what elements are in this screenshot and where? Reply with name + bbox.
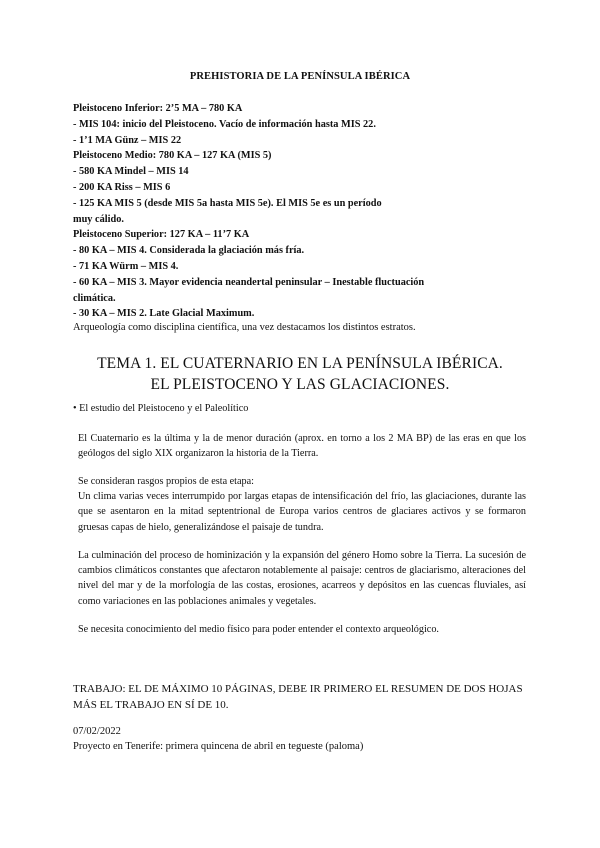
period-line: - MIS 104: inicio del Pleistoceno. Vacío de información hasta MIS 22. [73,118,376,130]
tema-heading: TEMA 1. EL CUATERNARIO EN LA PENÍNSULA IBÉRICA. EL PLEISTOCENO Y LAS GLACIACIONES. [97,355,503,393]
period-line: Pleistoceno Superior: 127 KA – 11’7 KA [73,229,250,241]
proyecto-text: Proyecto en Tenerife: primera quincena de abril en tegueste (paloma) [73,741,364,752]
bullet-item: • El estudio del Pleistoceno y el Paleolítico [73,403,249,414]
period-line: Pleistoceno Inferior: 2’5 MA – 780 KA [73,103,243,114]
period-line: Pleistoceno Medio: 780 KA – 127 KA (MIS 5) [73,150,272,162]
date-text: 07/02/2022 [73,726,121,737]
period-line: - 60 KA – MIS 3. Mayor evidencia neandertal peninsular – Inestable fluctuación [73,276,425,288]
period-line: - 200 KA Riss – MIS 6 [73,181,171,193]
period-line: - 71 KA Würm – MIS 4. [73,260,179,272]
paragraph-cuaternario: El Cuaternario es la última y la de menor duración (aprox. en torno a los 2 MA BP) de las eras en que los geólogos del siglo XIX organizaron la historia de la Tierra. [78,433,526,460]
period-line: - 1’1 MA Günz – MIS 22 [73,134,182,146]
paragraph-medio-fisico: Se necesita conocimiento del medio físico para poder entender el contexto arqueológico. [78,624,439,635]
paragraph-rasgos [78,474,526,535]
document-title: PREHISTORIA DE LA PENÍNSULA IBÉRICA [189,71,411,82]
paragraph-rasgos-lead: Se consideran rasgos propios de esta etapa: [78,476,254,487]
trabajo-note: TRABAJO: EL DE MÁXIMO 10 PÁGINAS, DEBE IR PRIMERO EL RESUMEN DE DOS HOJAS MÁS EL TRABAJO EN SÍ DE 10. [73,683,523,711]
period-line: muy cálido. [73,213,124,225]
period-line: - 125 KA MIS 5 (desde MIS 5a hasta MIS 5e). El MIS 5e es un período [73,197,382,209]
paragraph-hominizacion: La culminación del proceso de hominización y la expansión del género Homo sobre la Tierra. La sucesión de cambios climáticos constantes que afectaron notablemente al paisaje: centros de glaciarismo, alteraciones del nivel del mar y de la morfología de las costas, erosiones, acarreos y depósitos en las cuencas fluviales, así como variaciones en las poblaciones animales y vegetales. [78,550,526,607]
period-line: - 80 KA – MIS 4. Considerada la glaciación más fría. [73,245,305,257]
period-line: - 30 KA – MIS 2. Late Glacial Maximum. [73,308,255,320]
period-line: climática. [73,292,116,304]
period-list [73,101,483,322]
paragraph-rasgos-body: Un clima varias veces interrumpido por largas etapas de intensificación del frío, las glaciaciones, durante las que se asentaron en la mitad septentrional de Europa varios centros de glaciares activos y se formaron gruesas capas de hielo, generalizándose el paisaje de tundra. [78,491,526,533]
intro-text: Arqueología como disciplina científica, una vez destacamos los distintos estratos. [73,322,416,333]
period-line: - 580 KA Mindel – MIS 14 [73,166,189,178]
